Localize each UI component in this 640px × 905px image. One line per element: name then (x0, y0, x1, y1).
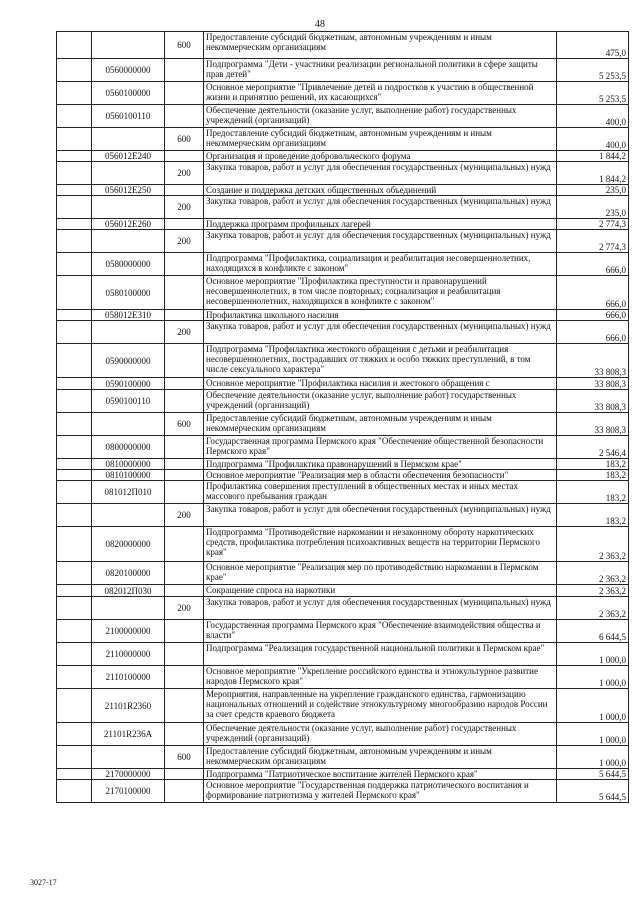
amount-cell: 1 000,0 (557, 746, 629, 769)
amount-cell: 183,2 (557, 459, 629, 470)
target-code-cell: 0590100110 (92, 390, 165, 413)
blank-cell (57, 321, 92, 344)
target-code-cell: 056012Е250 (92, 185, 165, 196)
target-code-cell: 0820100000 (92, 562, 165, 585)
item-name-cell: Подпрограмма "Противодействие наркомании и незаконному обороту наркотических средств, профилактика потребления психоактивных веществ на территории Пермского края" (204, 527, 557, 562)
blank-cell (57, 481, 92, 504)
expense-type-cell (165, 562, 204, 585)
item-name-cell: Предоставление субсидий бюджетным, автономным учреждениям и иным некоммерческим организациям (204, 32, 557, 59)
expense-type-cell: 200 (165, 597, 204, 620)
item-name-cell: Государственная программа Пермского края "Обеспечение общественной безопасности Пермского края" (204, 436, 557, 459)
amount-cell: 2 774,3 (557, 230, 629, 253)
item-name-cell: Подпрограмма "Профилактика правонарушений в Пермском крае" (204, 459, 557, 470)
blank-cell (57, 276, 92, 310)
target-code-cell: 081012П010 (92, 481, 165, 504)
target-code-cell (92, 504, 165, 527)
target-code-cell: 058012Е310 (92, 310, 165, 321)
table-row (57, 413, 629, 436)
item-name-cell: Поддержка программ профильных лагерей (204, 219, 557, 230)
amount-cell: 1 000,0 (557, 723, 629, 746)
table-row (57, 436, 629, 459)
table-row (57, 105, 629, 128)
table-row (57, 390, 629, 413)
amount-cell: 2 363,2 (557, 527, 629, 562)
blank-cell (57, 196, 92, 219)
amount-cell: 1 844,2 (557, 151, 629, 162)
blank-cell (57, 643, 92, 666)
blank-cell (57, 504, 92, 527)
blank-cell (57, 105, 92, 128)
target-code-cell (92, 597, 165, 620)
blank-cell (57, 390, 92, 413)
table-row (57, 196, 629, 219)
item-name-cell: Государственная программа Пермского края "Обеспечение взаимодействия общества и власти" (204, 620, 557, 643)
expense-type-cell (165, 780, 204, 803)
table-row (57, 253, 629, 276)
expense-type-cell (165, 219, 204, 230)
amount-cell: 2 546,4 (557, 436, 629, 459)
amount-cell: 183,2 (557, 481, 629, 504)
item-name-cell: Основное мероприятие "Реализация мер по противодействию наркомании в Пермском крае" (204, 562, 557, 585)
item-name-cell: Предоставление субсидий бюджетным, автономным учреждениям и иным некоммерческим организациям (204, 413, 557, 436)
expense-type-cell (165, 185, 204, 196)
target-code-cell (92, 746, 165, 769)
item-name-cell: Предоставление субсидий бюджетным, автономным учреждениям и иным некоммерческим организациям (204, 128, 557, 151)
blank-cell (57, 253, 92, 276)
expense-type-cell (165, 723, 204, 746)
table-row (57, 276, 629, 310)
blank-cell (57, 128, 92, 151)
amount-cell: 5 253,5 (557, 82, 629, 105)
expense-type-cell (165, 585, 204, 597)
amount-cell: 2 774,3 (557, 219, 629, 230)
table-row (57, 620, 629, 643)
item-name-cell: Основное мероприятие "Укрепление российского единства и этнокультурное развитие народов Пермского края" (204, 666, 557, 689)
item-name-cell: Закупка товаров, работ и услуг для обеспечения государственных (муниципальных) нужд (204, 597, 557, 620)
amount-cell: 2 363,2 (557, 585, 629, 597)
target-code-cell (92, 413, 165, 436)
blank-cell (57, 162, 92, 185)
amount-cell: 2 363,2 (557, 597, 629, 620)
table-row (57, 59, 629, 82)
expense-type-cell (165, 666, 204, 689)
item-name-cell: Закупка товаров, работ и услуг для обеспечения государственных (муниципальных) нужд (204, 196, 557, 219)
target-code-cell: 2170100000 (92, 780, 165, 803)
table-row (57, 230, 629, 253)
amount-cell: 666,0 (557, 310, 629, 321)
amount-cell: 235,0 (557, 185, 629, 196)
target-code-cell (92, 196, 165, 219)
budget-table (56, 31, 629, 803)
target-code-cell (92, 321, 165, 344)
expense-type-cell (165, 390, 204, 413)
blank-cell (57, 32, 92, 59)
target-code-cell: 0580000000 (92, 253, 165, 276)
amount-cell: 666,0 (557, 276, 629, 310)
target-code-cell: 082012П030 (92, 585, 165, 597)
amount-cell: 1 000,0 (557, 666, 629, 689)
budget-table-body (57, 32, 629, 803)
item-name-cell: Предоставление субсидий бюджетным, автономным учреждениям и иным некоммерческим организациям (204, 746, 557, 769)
item-name-cell: Профилактика школьного насилия (204, 310, 557, 321)
amount-cell: 33 808,3 (557, 390, 629, 413)
table-row (57, 769, 629, 780)
target-code-cell: 21101R236А (92, 723, 165, 746)
item-name-cell: Профилактика совершения преступлений в общественных местах и иных местах массового пребывания граждан (204, 481, 557, 504)
table-row (57, 723, 629, 746)
amount-cell: 666,0 (557, 321, 629, 344)
table-row (57, 527, 629, 562)
amount-cell: 5 644,5 (557, 780, 629, 803)
table-row (57, 344, 629, 378)
table-row (57, 321, 629, 344)
item-name-cell: Основное мероприятие "Профилактика насилия и жестокого обращения с (204, 378, 557, 390)
amount-cell: 183,2 (557, 470, 629, 481)
table-row (57, 597, 629, 620)
item-name-cell: Сокращение спроса на наркотики (204, 585, 557, 597)
expense-type-cell (165, 459, 204, 470)
amount-cell: 400,0 (557, 128, 629, 151)
expense-type-cell: 600 (165, 413, 204, 436)
target-code-cell: 2170000000 (92, 769, 165, 780)
table-row (57, 378, 629, 390)
target-code-cell: 056012Е260 (92, 219, 165, 230)
item-name-cell: Подпрограмма "Профилактика жестокого обращения с детьми и реабилитация несовершеннолетних, пострадавших от тяжких и особо тяжких преступлений, в том числе сексуального характера" (204, 344, 557, 378)
target-code-cell: 0560100110 (92, 105, 165, 128)
item-name-cell: Закупка товаров, работ и услуг для обеспечения государственных (муниципальных) нужд (204, 230, 557, 253)
expense-type-cell: 600 (165, 746, 204, 769)
item-name-cell: Подпрограмма "Дети - участники реализации региональной политики в сфере защиты прав детей" (204, 59, 557, 82)
expense-type-cell: 200 (165, 230, 204, 253)
target-code-cell: 2100000000 (92, 620, 165, 643)
blank-cell (57, 666, 92, 689)
expense-type-cell: 600 (165, 128, 204, 151)
blank-cell (57, 527, 92, 562)
amount-cell: 33 808,3 (557, 344, 629, 378)
item-name-cell: Подпрограмма "Профилактика, социализация и реабилитация несовершеннолетних, находящихся в конфликте с законом" (204, 253, 557, 276)
blank-cell (57, 597, 92, 620)
target-code-cell: 056012Е240 (92, 151, 165, 162)
item-name-cell: Обеспечение деятельности (оказание услуг, выполнение работ) государственных учреждений (организаций) (204, 105, 557, 128)
amount-cell: 6 644,5 (557, 620, 629, 643)
blank-cell (57, 459, 92, 470)
expense-type-cell: 200 (165, 196, 204, 219)
blank-cell (57, 185, 92, 196)
expense-type-cell (165, 310, 204, 321)
amount-cell: 1 000,0 (557, 689, 629, 723)
amount-cell: 235,0 (557, 196, 629, 219)
target-code-cell: 0820000000 (92, 527, 165, 562)
amount-cell: 475,0 (557, 32, 629, 59)
expense-type-cell (165, 82, 204, 105)
expense-type-cell (165, 436, 204, 459)
amount-cell: 5 644,5 (557, 769, 629, 780)
expense-type-cell (165, 481, 204, 504)
table-row (57, 780, 629, 803)
target-code-cell: 0590000000 (92, 344, 165, 378)
blank-cell (57, 689, 92, 723)
target-code-cell: 2110100000 (92, 666, 165, 689)
blank-cell (57, 769, 92, 780)
item-name-cell: Закупка товаров, работ и услуг для обеспечения государственных (муниципальных) нужд (204, 162, 557, 185)
item-name-cell: Основное мероприятие "Реализация мер в области обеспечения безопасности" (204, 470, 557, 481)
table-row (57, 585, 629, 597)
blank-cell (57, 413, 92, 436)
blank-cell (57, 780, 92, 803)
expense-type-cell (165, 689, 204, 723)
table-row (57, 504, 629, 527)
item-name-cell: Создание и поддержка детских общественных объединений (204, 185, 557, 196)
target-code-cell: 0800000000 (92, 436, 165, 459)
target-code-cell: 0580100000 (92, 276, 165, 310)
amount-cell: 33 808,3 (557, 413, 629, 436)
footer-code: 3027-17 (30, 878, 57, 887)
item-name-cell: Подпрограмма "Патриотическое воспитание жителей Пермского края" (204, 769, 557, 780)
blank-cell (57, 723, 92, 746)
table-row (57, 562, 629, 585)
blank-cell (57, 151, 92, 162)
item-name-cell: Закупка товаров, работ и услуг для обеспечения государственных (муниципальных) нужд (204, 504, 557, 527)
table-row (57, 459, 629, 470)
table-row (57, 746, 629, 769)
blank-cell (57, 378, 92, 390)
amount-cell: 2 363,2 (557, 562, 629, 585)
table-row (57, 162, 629, 185)
target-code-cell (92, 32, 165, 59)
table-row (57, 82, 629, 105)
blank-cell (57, 562, 92, 585)
expense-type-cell: 200 (165, 504, 204, 527)
target-code-cell: 2110000000 (92, 643, 165, 666)
expense-type-cell (165, 105, 204, 128)
blank-cell (57, 585, 92, 597)
table-row (57, 185, 629, 196)
target-code-cell: 0560000000 (92, 59, 165, 82)
target-code-cell: 0560100000 (92, 82, 165, 105)
amount-cell: 1 000,0 (557, 643, 629, 666)
table-row (57, 643, 629, 666)
table-row (57, 128, 629, 151)
table-row (57, 689, 629, 723)
amount-cell: 1 844,2 (557, 162, 629, 185)
item-name-cell: Закупка товаров, работ и услуг для обеспечения государственных (муниципальных) нужд (204, 321, 557, 344)
expense-type-cell (165, 253, 204, 276)
amount-cell: 400,0 (557, 105, 629, 128)
table-row (57, 32, 629, 59)
item-name-cell: Основное мероприятие "Государственная поддержка патриотического воспитания и формирование патриотизма у жителей Пермского края" (204, 780, 557, 803)
blank-cell (57, 219, 92, 230)
table-row (57, 666, 629, 689)
target-code-cell: 0810000000 (92, 459, 165, 470)
target-code-cell: 0590100000 (92, 378, 165, 390)
table-row (57, 151, 629, 162)
table-row (57, 219, 629, 230)
expense-type-cell (165, 151, 204, 162)
expense-type-cell (165, 643, 204, 666)
expense-type-cell: 200 (165, 321, 204, 344)
expense-type-cell (165, 769, 204, 780)
table-row (57, 470, 629, 481)
item-name-cell: Подпрограмма "Реализация государственной национальной политики в Пермском крае" (204, 643, 557, 666)
expense-type-cell (165, 378, 204, 390)
expense-type-cell (165, 344, 204, 378)
table-row (57, 310, 629, 321)
blank-cell (57, 230, 92, 253)
target-code-cell (92, 230, 165, 253)
target-code-cell: 0810100000 (92, 470, 165, 481)
item-name-cell: Основное мероприятие "Профилактика преступности и правонарушений несовершеннолетних, в том числе повторных; социализация и реабилитация несовершеннолетних, находящихся в конфликте с законом" (204, 276, 557, 310)
amount-cell: 33 808,3 (557, 378, 629, 390)
amount-cell: 183,2 (557, 504, 629, 527)
expense-type-cell: 600 (165, 32, 204, 59)
blank-cell (57, 620, 92, 643)
blank-cell (57, 436, 92, 459)
expense-type-cell (165, 620, 204, 643)
item-name-cell: Мероприятия, направленные на укрепление гражданского единства, гармонизацию национальных отношений и содействие этнокультурному многообразию народов России за счет средств краевого бюджета (204, 689, 557, 723)
item-name-cell: Обеспечение деятельности (оказание услуг, выполнение работ) государственных учреждений (организаций) (204, 723, 557, 746)
expense-type-cell (165, 59, 204, 82)
target-code-cell: 21101R2360 (92, 689, 165, 723)
target-code-cell (92, 162, 165, 185)
amount-cell: 666,0 (557, 253, 629, 276)
blank-cell (57, 82, 92, 105)
blank-cell (57, 746, 92, 769)
item-name-cell: Обеспечение деятельности (оказание услуг, выполнение работ) государственных учреждений (организаций) (204, 390, 557, 413)
page-number: 48 (315, 19, 325, 30)
expense-type-cell (165, 527, 204, 562)
expense-type-cell (165, 470, 204, 481)
expense-type-cell (165, 276, 204, 310)
blank-cell (57, 344, 92, 378)
item-name-cell: Основное мероприятие "Привлечение детей и подростков к участию в общественной жизни и принятию решений, их касающихся" (204, 82, 557, 105)
target-code-cell (92, 128, 165, 151)
expense-type-cell: 200 (165, 162, 204, 185)
item-name-cell: Организация и проведение добровольческого форума (204, 151, 557, 162)
blank-cell (57, 310, 92, 321)
amount-cell: 5 253,5 (557, 59, 629, 82)
blank-cell (57, 59, 92, 82)
blank-cell (57, 470, 92, 481)
table-row (57, 481, 629, 504)
